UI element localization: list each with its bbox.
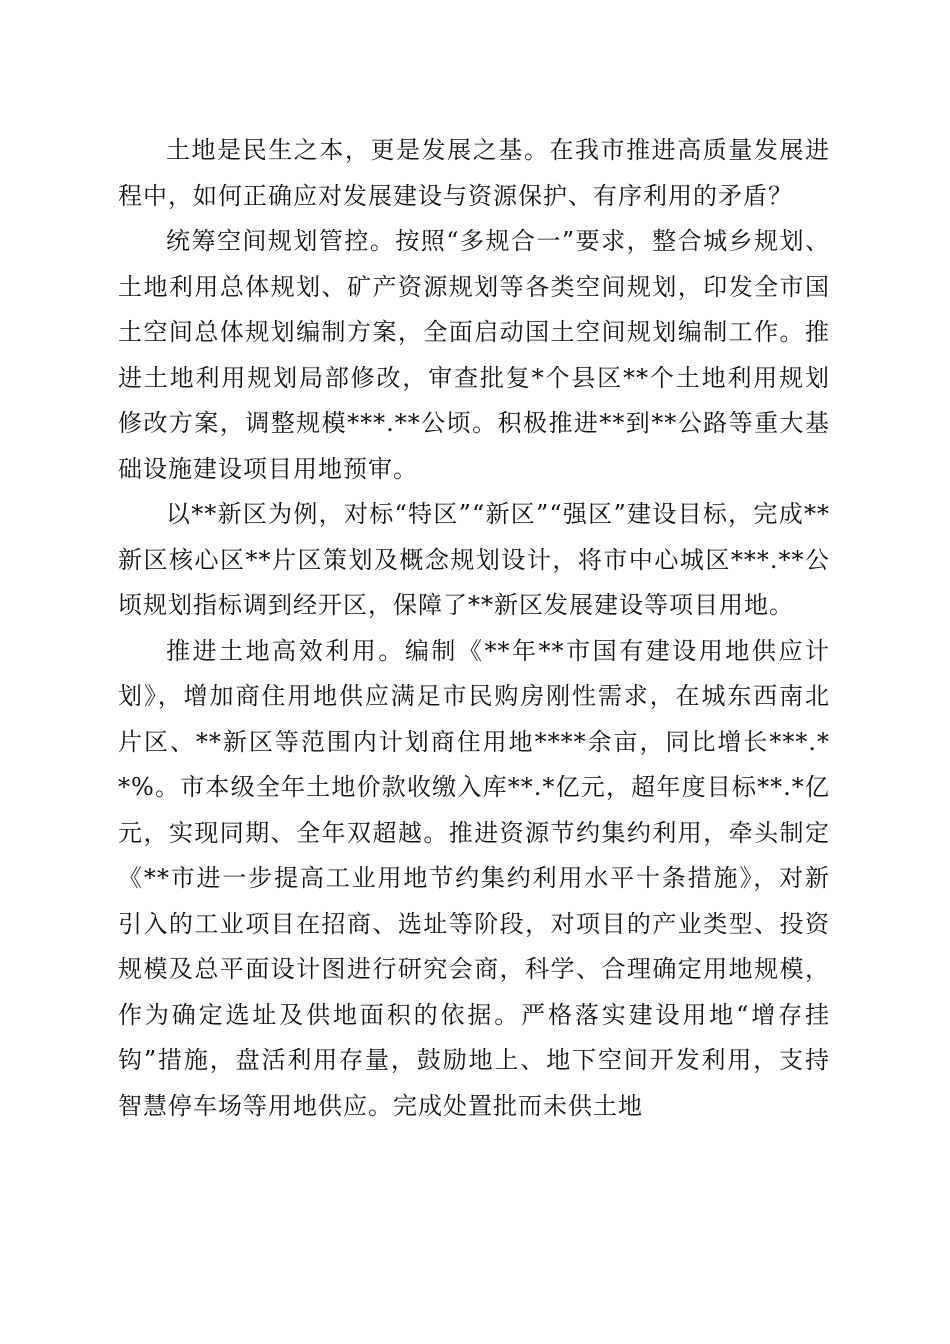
paragraph-intro: 土地是民生之本，更是发展之基。在我市推进高质量发展进程中，如何正确应对发展建设与资源保护、有序利用的矛盾？ bbox=[118, 136, 830, 210]
paragraph-spatial-planning: 统筹空间规划管控。按照“多规合一”要求，整合城乡规划、土地利用总体规划、矿产资源规划等各类空间规划，印发全市国土空间总体规划编制方案，全面启动国土空间规划编制工作。推进土地利用规划局部修改，审查批复*个县区**个土地利用规划修改方案，调整规模***.**公顷。积极推进**到**公路等重大基础设施建设项目用地预审。 bbox=[118, 227, 830, 483]
paragraph-new-district-example: 以**新区为例，对标“特区”“新区”“强区”建设目标，完成**新区核心区**片区策划及概念规划设计，将市中心城区***.**公顷规划指标调到经开区，保障了**新区发展建设等项目用地。 bbox=[118, 500, 830, 619]
document-body bbox=[118, 128, 830, 1129]
paragraph-efficient-land-use: 推进土地高效利用。编制《**年**市国有建设用地供应计划》，增加商住用地供应满足市民购房刚性需求，在城东西南北片区、**新区等范围内计划商住用地****余亩，同比增长***.**%。市本级全年土地价款收缴入库**.*亿元，超年度目标**.*亿元，实现同期、全年双超越。推进资源节约集约利用，牵头制定《**市进一步提高工业用地节约集约利用水平十条措施》，对新引入的工业项目在招商、选址等阶段，对项目的产业类型、投资规模及总平面设计图进行研究会商，科学、合理确定用地规模，作为确定选址及供地面积的依据。严格落实建设用地“增存挂钩”措施，盘活利用存量，鼓励地上、地下空间开发利用，支持智慧停车场等用地供应。完成处置批而未供土地 bbox=[118, 636, 830, 1120]
